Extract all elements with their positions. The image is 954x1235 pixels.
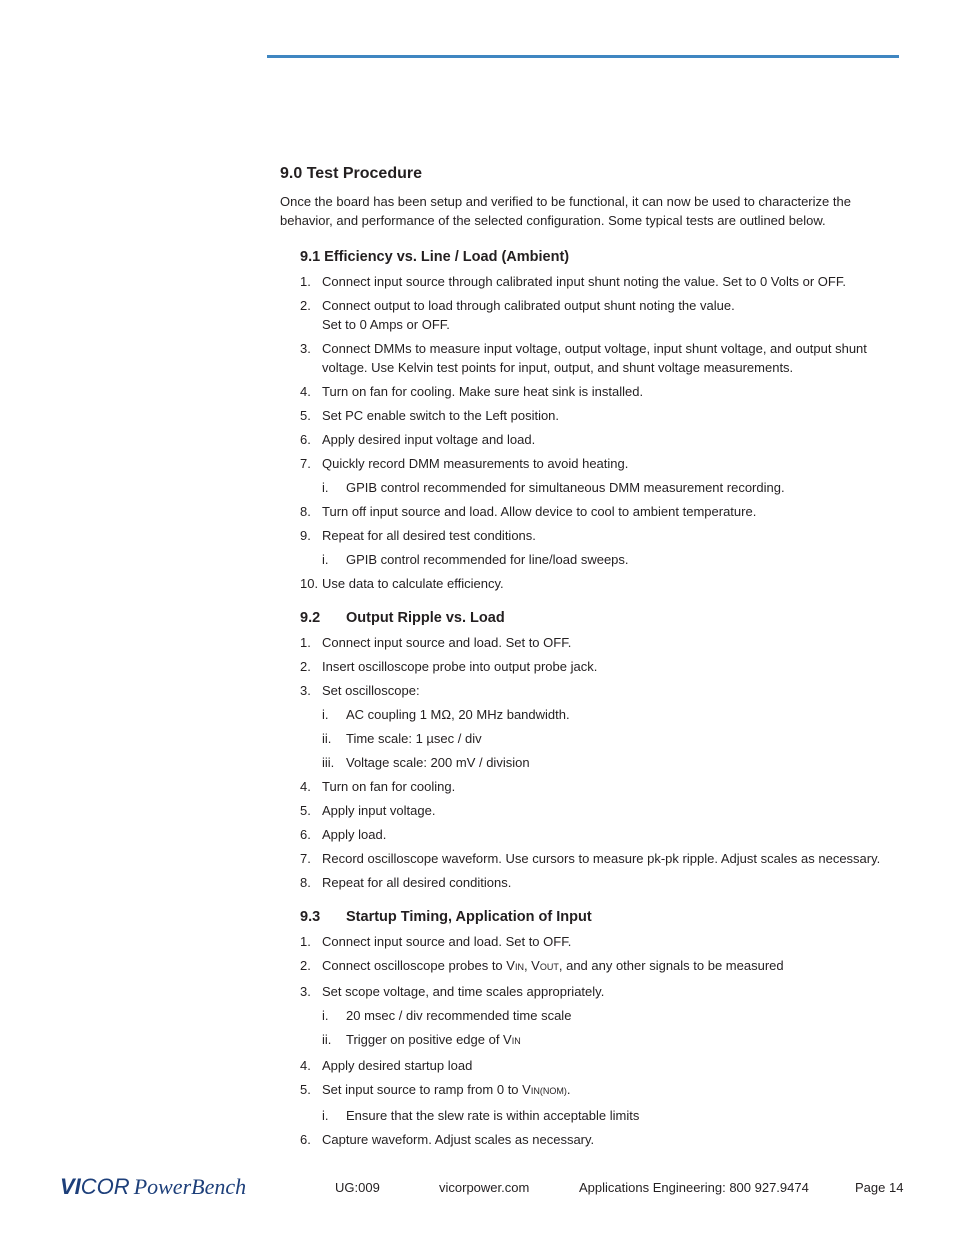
subsection-9-1-title: 9.1 Efficiency vs. Line / Load (Ambient) <box>300 249 570 265</box>
list-item: 7. Quickly record DMM measurements to avoid heating. <box>300 456 629 471</box>
list-item: 2. Connect output to load through calibrated output shunt noting the value. Set to 0 Amps or OFF. <box>300 298 735 332</box>
list-subitem: i. AC coupling 1 MΩ, 20 MHz bandwidth. <box>322 707 570 722</box>
list-9-2 <box>300 633 892 892</box>
list-subitem: i. GPIB control recommended for line/load sweeps. <box>322 552 629 567</box>
list-item: 7. Record oscilloscope waveform. Use cursors to measure pk-pk ripple. Adjust scales as necessary. <box>300 851 881 866</box>
list-item: 5. Apply input voltage. <box>300 803 436 818</box>
list-item: 8. Turn off input source and load. Allow device to cool to ambient temperature. <box>300 504 757 519</box>
list-item: 2. Insert oscilloscope probe into output probe jack. <box>300 659 598 674</box>
list-subitem: i. Ensure that the slew rate is within acceptable limits <box>322 1108 640 1123</box>
list-item: 2. Connect oscilloscope probes to VIN, VOUT, and any other signals to be measured <box>300 958 784 973</box>
list-item: 5. Set PC enable switch to the Left position. <box>300 408 560 423</box>
footer-doc-id: UG:009 <box>335 1180 380 1195</box>
list-item: 8. Repeat for all desired conditions. <box>300 875 512 890</box>
subsection-9-2-title: 9.2 Output Ripple vs. Load <box>300 610 505 626</box>
list-item: 5. Set input source to ramp from 0 to VIN(NOM). <box>300 1082 571 1097</box>
list-subitem: i. 20 msec / div recommended time scale <box>322 1008 572 1023</box>
list-item: 4. Apply desired startup load <box>300 1058 473 1073</box>
list-item: 3. Set oscilloscope: <box>300 683 420 698</box>
header-rule <box>267 55 899 58</box>
document-body <box>280 163 892 1163</box>
list-item: 9. Repeat for all desired test conditions. <box>300 528 536 543</box>
section-intro: Once the board has been setup and verified to be functional, it can now be used to characterize the behavior, and performance of the selected configuration. Some typical tests are outlined below. <box>280 194 851 228</box>
vicor-powerbench-logo: VICOR PowerBench <box>60 1174 247 1199</box>
list-item: 4. Turn on fan for cooling. Make sure heat sink is installed. <box>300 384 644 399</box>
footer-page-number: Page 14 <box>855 1180 904 1195</box>
list-item: 3. Set scope voltage, and time scales appropriately. <box>300 984 605 999</box>
subsection-9-3-title: 9.3 Startup Timing, Application of Input <box>300 909 592 925</box>
footer-apps-phone: Applications Engineering: 800 927.9474 <box>579 1180 809 1195</box>
list-9-1 <box>300 272 892 593</box>
list-item: 6. Capture waveform. Adjust scales as necessary. <box>300 1132 595 1147</box>
list-subitem: iii. Voltage scale: 200 mV / division <box>322 755 530 770</box>
list-9-3 <box>300 932 892 1149</box>
list-item: 6. Apply desired input voltage and load. <box>300 432 536 447</box>
list-item: 1. Connect input source and load. Set to OFF. <box>300 635 572 650</box>
list-item: 1. Connect input source and load. Set to OFF. <box>300 934 572 949</box>
list-item: 4. Turn on fan for cooling. <box>300 779 456 794</box>
list-item: 10. Use data to calculate efficiency. <box>300 576 504 591</box>
list-item: 6. Apply load. <box>300 827 387 842</box>
footer-website: vicorpower.com <box>439 1180 530 1195</box>
list-subitem: ii. Trigger on positive edge of VIN <box>322 1032 521 1047</box>
list-item: 1. Connect input source through calibrated input shunt noting the value. Set to 0 Volts or OFF. <box>300 274 846 289</box>
list-item: 3. Connect DMMs to measure input voltage, output voltage, input shunt voltage, and output shunt voltage. Use Kelvin test points for input, output, and shunt voltage measurements. <box>300 341 867 375</box>
section-title: 9.0 Test Procedure <box>280 165 422 182</box>
list-subitem: i. GPIB control recommended for simultaneous DMM measurement recording. <box>322 480 785 495</box>
list-subitem: ii. Time scale: 1 µsec / div <box>322 731 482 746</box>
